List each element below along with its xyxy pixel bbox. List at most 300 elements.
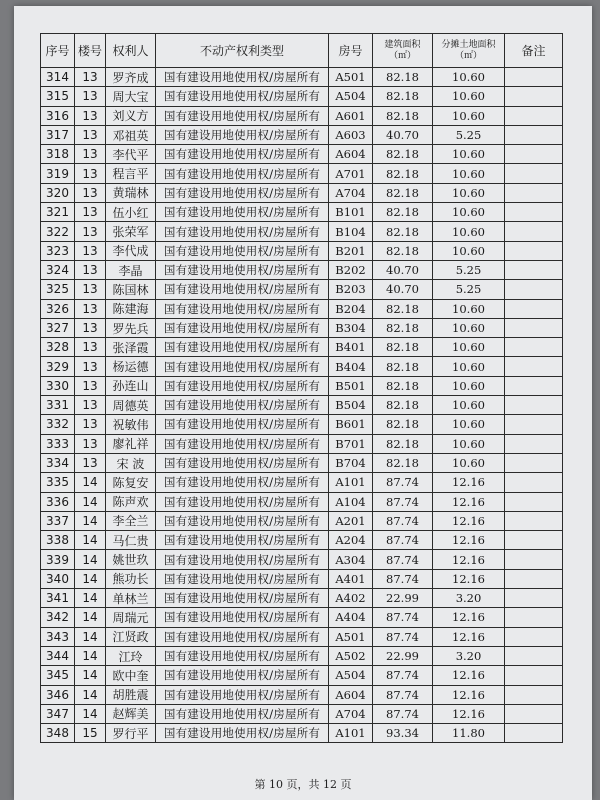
table-row bbox=[41, 396, 563, 415]
cell-holder: 刘义方 bbox=[106, 106, 156, 125]
cell-room: A304 bbox=[329, 550, 373, 569]
cell-right-type: 国有建设用地使用权/房屋所有 bbox=[156, 646, 329, 665]
cell-seq: 340 bbox=[41, 569, 75, 588]
cell-holder: 罗先兵 bbox=[106, 318, 156, 337]
cell-building: 13 bbox=[75, 299, 106, 318]
cell-remark bbox=[505, 318, 563, 337]
cell-land-area: 12.16 bbox=[433, 627, 505, 646]
table-row bbox=[41, 183, 563, 202]
cell-holder: 熊功长 bbox=[106, 569, 156, 588]
cell-remark bbox=[505, 396, 563, 415]
cell-seq: 315 bbox=[41, 87, 75, 106]
cell-building: 14 bbox=[75, 704, 106, 723]
cell-remark bbox=[505, 608, 563, 627]
cell-room: B101 bbox=[329, 203, 373, 222]
cell-area: 87.74 bbox=[373, 685, 433, 704]
cell-building: 14 bbox=[75, 666, 106, 685]
cell-land-area: 12.16 bbox=[433, 608, 505, 627]
cell-holder: 陈声欢 bbox=[106, 492, 156, 511]
cell-remark bbox=[505, 145, 563, 164]
cell-right-type: 国有建设用地使用权/房屋所有 bbox=[156, 666, 329, 685]
cell-seq: 337 bbox=[41, 511, 75, 530]
cell-holder: 李晶 bbox=[106, 260, 156, 279]
header-holder: 权利人 bbox=[106, 34, 156, 68]
cell-seq: 321 bbox=[41, 203, 75, 222]
cell-seq: 346 bbox=[41, 685, 75, 704]
cell-land-area: 10.60 bbox=[433, 318, 505, 337]
cell-room: A504 bbox=[329, 87, 373, 106]
cell-right-type: 国有建设用地使用权/房屋所有 bbox=[156, 550, 329, 569]
cell-building: 14 bbox=[75, 492, 106, 511]
cell-building: 13 bbox=[75, 260, 106, 279]
cell-land-area: 10.60 bbox=[433, 299, 505, 318]
header-seq: 序号 bbox=[41, 34, 75, 68]
cell-holder: 胡胜震 bbox=[106, 685, 156, 704]
cell-right-type: 国有建设用地使用权/房屋所有 bbox=[156, 338, 329, 357]
cell-holder: 黄瑞林 bbox=[106, 183, 156, 202]
cell-building: 13 bbox=[75, 318, 106, 337]
cell-right-type: 国有建设用地使用权/房屋所有 bbox=[156, 704, 329, 723]
cell-seq: 343 bbox=[41, 627, 75, 646]
cell-holder: 江贤政 bbox=[106, 627, 156, 646]
cell-room: A201 bbox=[329, 511, 373, 530]
cell-land-area: 5.25 bbox=[433, 280, 505, 299]
cell-seq: 323 bbox=[41, 241, 75, 260]
cell-building: 14 bbox=[75, 646, 106, 665]
cell-right-type: 国有建设用地使用权/房屋所有 bbox=[156, 299, 329, 318]
cell-seq: 317 bbox=[41, 125, 75, 144]
cell-area: 82.18 bbox=[373, 318, 433, 337]
cell-area: 82.18 bbox=[373, 338, 433, 357]
cell-holder: 马仁贵 bbox=[106, 531, 156, 550]
cell-area: 87.74 bbox=[373, 492, 433, 511]
cell-building: 14 bbox=[75, 608, 106, 627]
cell-remark bbox=[505, 434, 563, 453]
cell-right-type: 国有建设用地使用权/房屋所有 bbox=[156, 222, 329, 241]
cell-remark bbox=[505, 164, 563, 183]
cell-seq: 333 bbox=[41, 434, 75, 453]
cell-remark bbox=[505, 550, 563, 569]
cell-holder: 周德英 bbox=[106, 396, 156, 415]
cell-area: 82.18 bbox=[373, 396, 433, 415]
cell-land-area: 3.20 bbox=[433, 589, 505, 608]
cell-land-area: 10.60 bbox=[433, 376, 505, 395]
table-row bbox=[41, 473, 563, 492]
cell-right-type: 国有建设用地使用权/房屋所有 bbox=[156, 106, 329, 125]
cell-right-type: 国有建设用地使用权/房屋所有 bbox=[156, 589, 329, 608]
cell-land-area: 10.60 bbox=[433, 338, 505, 357]
cell-land-area: 12.16 bbox=[433, 473, 505, 492]
cell-land-area: 12.16 bbox=[433, 492, 505, 511]
cell-right-type: 国有建设用地使用权/房屋所有 bbox=[156, 608, 329, 627]
cell-area: 82.18 bbox=[373, 434, 433, 453]
cell-remark bbox=[505, 685, 563, 704]
cell-land-area: 12.16 bbox=[433, 569, 505, 588]
cell-remark bbox=[505, 125, 563, 144]
cell-right-type: 国有建设用地使用权/房屋所有 bbox=[156, 164, 329, 183]
table-row bbox=[41, 666, 563, 685]
cell-land-area: 5.25 bbox=[433, 260, 505, 279]
cell-holder: 罗行平 bbox=[106, 724, 156, 743]
cell-room: A204 bbox=[329, 531, 373, 550]
cell-building: 13 bbox=[75, 357, 106, 376]
cell-land-area: 10.60 bbox=[433, 203, 505, 222]
cell-seq: 326 bbox=[41, 299, 75, 318]
cell-building: 13 bbox=[75, 203, 106, 222]
cell-room: A404 bbox=[329, 608, 373, 627]
cell-room: A101 bbox=[329, 473, 373, 492]
cell-seq: 339 bbox=[41, 550, 75, 569]
cell-building: 13 bbox=[75, 125, 106, 144]
cell-room: B404 bbox=[329, 357, 373, 376]
cell-seq: 331 bbox=[41, 396, 75, 415]
cell-land-area: 10.60 bbox=[433, 145, 505, 164]
table-row bbox=[41, 376, 563, 395]
cell-seq: 345 bbox=[41, 666, 75, 685]
cell-room: B203 bbox=[329, 280, 373, 299]
cell-land-area: 12.16 bbox=[433, 550, 505, 569]
cell-seq: 344 bbox=[41, 646, 75, 665]
table-row bbox=[41, 492, 563, 511]
cell-right-type: 国有建设用地使用权/房屋所有 bbox=[156, 434, 329, 453]
table-row bbox=[41, 145, 563, 164]
cell-area: 82.18 bbox=[373, 203, 433, 222]
cell-building: 14 bbox=[75, 473, 106, 492]
cell-right-type: 国有建设用地使用权/房屋所有 bbox=[156, 125, 329, 144]
cell-remark bbox=[505, 511, 563, 530]
cell-room: A704 bbox=[329, 704, 373, 723]
cell-holder: 李代成 bbox=[106, 241, 156, 260]
table-row bbox=[41, 453, 563, 472]
cell-holder: 张荣军 bbox=[106, 222, 156, 241]
cell-remark bbox=[505, 473, 563, 492]
cell-right-type: 国有建设用地使用权/房屋所有 bbox=[156, 87, 329, 106]
cell-building: 13 bbox=[75, 222, 106, 241]
cell-holder: 江玲 bbox=[106, 646, 156, 665]
cell-remark bbox=[505, 724, 563, 743]
cell-room: A402 bbox=[329, 589, 373, 608]
cell-room: A604 bbox=[329, 685, 373, 704]
cell-right-type: 国有建设用地使用权/房屋所有 bbox=[156, 280, 329, 299]
cell-holder: 孙连山 bbox=[106, 376, 156, 395]
cell-area: 82.18 bbox=[373, 415, 433, 434]
cell-seq: 342 bbox=[41, 608, 75, 627]
cell-building: 13 bbox=[75, 434, 106, 453]
cell-area: 87.74 bbox=[373, 666, 433, 685]
cell-land-area: 12.16 bbox=[433, 511, 505, 530]
cell-remark bbox=[505, 627, 563, 646]
cell-right-type: 国有建设用地使用权/房屋所有 bbox=[156, 685, 329, 704]
cell-seq: 329 bbox=[41, 357, 75, 376]
table-row bbox=[41, 87, 563, 106]
cell-right-type: 国有建设用地使用权/房屋所有 bbox=[156, 357, 329, 376]
cell-holder: 姚世玖 bbox=[106, 550, 156, 569]
cell-area: 93.34 bbox=[373, 724, 433, 743]
cell-room: A604 bbox=[329, 145, 373, 164]
cell-remark bbox=[505, 531, 563, 550]
cell-remark bbox=[505, 704, 563, 723]
page-footer: 第 10 页，共 12 页 bbox=[254, 778, 352, 791]
cell-right-type: 国有建设用地使用权/房屋所有 bbox=[156, 531, 329, 550]
cell-holder: 李代平 bbox=[106, 145, 156, 164]
cell-area: 87.74 bbox=[373, 569, 433, 588]
table-row bbox=[41, 511, 563, 530]
cell-right-type: 国有建设用地使用权/房屋所有 bbox=[156, 627, 329, 646]
cell-area: 82.18 bbox=[373, 357, 433, 376]
table-row bbox=[41, 569, 563, 588]
table-row bbox=[41, 203, 563, 222]
cell-room: B201 bbox=[329, 241, 373, 260]
table-row bbox=[41, 241, 563, 260]
cell-building: 14 bbox=[75, 531, 106, 550]
cell-seq: 328 bbox=[41, 338, 75, 357]
cell-right-type: 国有建设用地使用权/房屋所有 bbox=[156, 511, 329, 530]
cell-remark bbox=[505, 666, 563, 685]
cell-land-area: 10.60 bbox=[433, 453, 505, 472]
cell-seq: 348 bbox=[41, 724, 75, 743]
cell-remark bbox=[505, 203, 563, 222]
cell-land-area: 12.16 bbox=[433, 704, 505, 723]
table-header-row bbox=[41, 34, 563, 68]
cell-seq: 316 bbox=[41, 106, 75, 125]
cell-room: B704 bbox=[329, 453, 373, 472]
cell-holder: 伍小红 bbox=[106, 203, 156, 222]
cell-remark bbox=[505, 569, 563, 588]
cell-holder: 周瑞元 bbox=[106, 608, 156, 627]
table-row bbox=[41, 125, 563, 144]
cell-right-type: 国有建设用地使用权/房屋所有 bbox=[156, 260, 329, 279]
cell-area: 82.18 bbox=[373, 453, 433, 472]
cell-right-type: 国有建设用地使用权/房屋所有 bbox=[156, 203, 329, 222]
cell-holder: 罗齐成 bbox=[106, 68, 156, 87]
cell-seq: 330 bbox=[41, 376, 75, 395]
cell-remark bbox=[505, 338, 563, 357]
cell-seq: 318 bbox=[41, 145, 75, 164]
header-room: 房号 bbox=[329, 34, 373, 68]
cell-land-area: 10.60 bbox=[433, 164, 505, 183]
table-body bbox=[41, 68, 563, 743]
cell-area: 22.99 bbox=[373, 589, 433, 608]
cell-remark bbox=[505, 376, 563, 395]
cell-area: 82.18 bbox=[373, 145, 433, 164]
cell-remark bbox=[505, 646, 563, 665]
cell-building: 13 bbox=[75, 415, 106, 434]
cell-land-area: 10.60 bbox=[433, 183, 505, 202]
cell-area: 87.74 bbox=[373, 550, 433, 569]
cell-holder: 单林兰 bbox=[106, 589, 156, 608]
cell-right-type: 国有建设用地使用权/房屋所有 bbox=[156, 318, 329, 337]
cell-remark bbox=[505, 280, 563, 299]
cell-remark bbox=[505, 241, 563, 260]
table-row bbox=[41, 222, 563, 241]
cell-remark bbox=[505, 492, 563, 511]
table-row bbox=[41, 685, 563, 704]
cell-area: 82.18 bbox=[373, 222, 433, 241]
cell-area: 87.74 bbox=[373, 704, 433, 723]
cell-seq: 324 bbox=[41, 260, 75, 279]
table-row bbox=[41, 338, 563, 357]
cell-room: B601 bbox=[329, 415, 373, 434]
table-row bbox=[41, 415, 563, 434]
header-land-area bbox=[433, 34, 505, 68]
cell-room: B504 bbox=[329, 396, 373, 415]
table-row bbox=[41, 589, 563, 608]
header-building: 楼号 bbox=[75, 34, 106, 68]
cell-area: 82.18 bbox=[373, 68, 433, 87]
cell-building: 14 bbox=[75, 511, 106, 530]
cell-remark bbox=[505, 453, 563, 472]
cell-holder: 欧中奎 bbox=[106, 666, 156, 685]
cell-holder: 陈复安 bbox=[106, 473, 156, 492]
cell-seq: 335 bbox=[41, 473, 75, 492]
cell-land-area: 10.60 bbox=[433, 357, 505, 376]
table-row bbox=[41, 299, 563, 318]
cell-land-area: 10.60 bbox=[433, 68, 505, 87]
cell-building: 13 bbox=[75, 280, 106, 299]
cell-room: A601 bbox=[329, 106, 373, 125]
document-page bbox=[14, 6, 592, 800]
cell-land-area: 10.60 bbox=[433, 415, 505, 434]
cell-right-type: 国有建设用地使用权/房屋所有 bbox=[156, 396, 329, 415]
cell-seq: 327 bbox=[41, 318, 75, 337]
cell-right-type: 国有建设用地使用权/房屋所有 bbox=[156, 473, 329, 492]
cell-remark bbox=[505, 299, 563, 318]
cell-area: 87.74 bbox=[373, 473, 433, 492]
cell-remark bbox=[505, 589, 563, 608]
cell-remark bbox=[505, 183, 563, 202]
cell-land-area: 10.60 bbox=[433, 434, 505, 453]
cell-room: A104 bbox=[329, 492, 373, 511]
cell-area: 82.18 bbox=[373, 299, 433, 318]
cell-land-area: 5.25 bbox=[433, 125, 505, 144]
cell-holder: 邓祖英 bbox=[106, 125, 156, 144]
table-row bbox=[41, 608, 563, 627]
cell-holder: 宋 波 bbox=[106, 453, 156, 472]
cell-right-type: 国有建设用地使用权/房屋所有 bbox=[156, 241, 329, 260]
cell-remark bbox=[505, 415, 563, 434]
cell-seq: 320 bbox=[41, 183, 75, 202]
cell-land-area: 10.60 bbox=[433, 241, 505, 260]
cell-land-area: 12.16 bbox=[433, 666, 505, 685]
cell-room: A401 bbox=[329, 569, 373, 588]
cell-area: 82.18 bbox=[373, 87, 433, 106]
cell-room: A603 bbox=[329, 125, 373, 144]
cell-building: 15 bbox=[75, 724, 106, 743]
cell-room: A501 bbox=[329, 627, 373, 646]
cell-area: 82.18 bbox=[373, 106, 433, 125]
cell-right-type: 国有建设用地使用权/房屋所有 bbox=[156, 724, 329, 743]
cell-building: 13 bbox=[75, 87, 106, 106]
cell-land-area: 10.60 bbox=[433, 87, 505, 106]
cell-building: 14 bbox=[75, 685, 106, 704]
header-remark: 备注 bbox=[505, 34, 563, 68]
table-row bbox=[41, 434, 563, 453]
property-registry-table bbox=[40, 33, 563, 743]
cell-building: 13 bbox=[75, 68, 106, 87]
cell-building: 13 bbox=[75, 183, 106, 202]
cell-holder: 张泽霞 bbox=[106, 338, 156, 357]
cell-right-type: 国有建设用地使用权/房屋所有 bbox=[156, 145, 329, 164]
cell-seq: 314 bbox=[41, 68, 75, 87]
cell-land-area: 12.16 bbox=[433, 531, 505, 550]
cell-room: B202 bbox=[329, 260, 373, 279]
cell-holder: 周大宝 bbox=[106, 87, 156, 106]
cell-area: 82.18 bbox=[373, 376, 433, 395]
cell-remark bbox=[505, 68, 563, 87]
header-land-area-label: 分摊土地面积（㎡） bbox=[441, 39, 496, 61]
cell-remark bbox=[505, 260, 563, 279]
cell-building: 13 bbox=[75, 396, 106, 415]
cell-holder: 陈国林 bbox=[106, 280, 156, 299]
cell-right-type: 国有建设用地使用权/房屋所有 bbox=[156, 68, 329, 87]
table-row bbox=[41, 280, 563, 299]
cell-area: 40.70 bbox=[373, 260, 433, 279]
cell-holder: 程言平 bbox=[106, 164, 156, 183]
cell-room: B204 bbox=[329, 299, 373, 318]
header-right-type: 不动产权利类型 bbox=[156, 34, 329, 68]
cell-right-type: 国有建设用地使用权/房屋所有 bbox=[156, 569, 329, 588]
cell-right-type: 国有建设用地使用权/房屋所有 bbox=[156, 415, 329, 434]
cell-building: 14 bbox=[75, 569, 106, 588]
table-row bbox=[41, 627, 563, 646]
table-row bbox=[41, 531, 563, 550]
cell-area: 87.74 bbox=[373, 627, 433, 646]
cell-room: A501 bbox=[329, 68, 373, 87]
cell-land-area: 11.80 bbox=[433, 724, 505, 743]
cell-building: 14 bbox=[75, 589, 106, 608]
cell-room: A504 bbox=[329, 666, 373, 685]
cell-building: 13 bbox=[75, 145, 106, 164]
cell-room: B104 bbox=[329, 222, 373, 241]
table-row bbox=[41, 260, 563, 279]
cell-seq: 325 bbox=[41, 280, 75, 299]
cell-holder: 陈建海 bbox=[106, 299, 156, 318]
cell-seq: 334 bbox=[41, 453, 75, 472]
table-row bbox=[41, 724, 563, 743]
table-row bbox=[41, 68, 563, 87]
cell-room: A704 bbox=[329, 183, 373, 202]
cell-holder: 赵辉美 bbox=[106, 704, 156, 723]
header-area bbox=[373, 34, 433, 68]
table-row bbox=[41, 646, 563, 665]
cell-area: 82.18 bbox=[373, 183, 433, 202]
cell-land-area: 12.16 bbox=[433, 685, 505, 704]
cell-building: 13 bbox=[75, 453, 106, 472]
cell-right-type: 国有建设用地使用权/房屋所有 bbox=[156, 183, 329, 202]
cell-area: 40.70 bbox=[373, 125, 433, 144]
table-row bbox=[41, 164, 563, 183]
cell-room: B701 bbox=[329, 434, 373, 453]
cell-building: 13 bbox=[75, 241, 106, 260]
cell-room: A502 bbox=[329, 646, 373, 665]
cell-area: 82.18 bbox=[373, 241, 433, 260]
cell-area: 87.74 bbox=[373, 608, 433, 627]
table-row bbox=[41, 704, 563, 723]
table-row bbox=[41, 318, 563, 337]
cell-remark bbox=[505, 87, 563, 106]
cell-building: 13 bbox=[75, 338, 106, 357]
cell-building: 13 bbox=[75, 376, 106, 395]
cell-room: B401 bbox=[329, 338, 373, 357]
cell-land-area: 10.60 bbox=[433, 222, 505, 241]
cell-building: 14 bbox=[75, 550, 106, 569]
cell-holder: 杨运德 bbox=[106, 357, 156, 376]
cell-seq: 347 bbox=[41, 704, 75, 723]
cell-holder: 祝敏伟 bbox=[106, 415, 156, 434]
header-area-label: 建筑面积（㎡） bbox=[384, 39, 421, 61]
cell-seq: 322 bbox=[41, 222, 75, 241]
cell-seq: 336 bbox=[41, 492, 75, 511]
